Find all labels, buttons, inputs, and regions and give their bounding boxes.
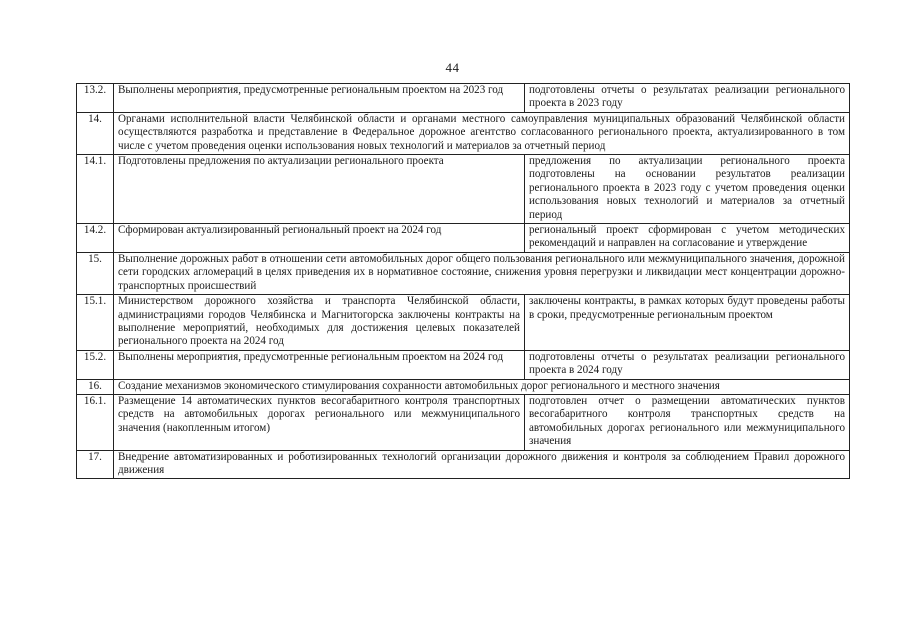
result-cell: подготовлены отчеты о результатах реализации регионального проекта в 2024 году — [525, 350, 850, 379]
section-heading-cell: Создание механизмов экономического стимулирования сохранности автомобильных дорог регионального и местного значения — [114, 379, 850, 394]
row-number: 15.2. — [77, 350, 114, 379]
table-row — [77, 394, 850, 450]
section-heading-cell: Внедрение автоматизированных и роботизированных технологий организации дорожного движения и контроля за соблюдением Правил дорожного движения — [114, 450, 850, 479]
table-row — [77, 450, 850, 479]
row-number: 13.2. — [77, 84, 114, 113]
event-cell: Выполнены мероприятия, предусмотренные региональным проектом на 2024 год — [114, 350, 525, 379]
table-row — [77, 84, 850, 113]
row-number: 14.1. — [77, 155, 114, 224]
event-cell: Выполнены мероприятия, предусмотренные региональным проектом на 2023 год — [114, 84, 525, 113]
section-heading-cell: Органами исполнительной власти Челябинской области и органами местного самоуправления муниципальных образований Челябинской области осуществляются разработка и представление в Федеральное дорожное агентство согласованного регионального проекта, актуализированного в том числе с учетом проведения оценки использования новых технологий и материалов за отчетный период — [114, 112, 850, 154]
section-heading-cell: Выполнение дорожных работ в отношении сети автомобильных дорог общего пользования регионального или межмуниципального значения, дорожной сети городских агломераций в целях приведения их в нормативное состояние, снижения уровня перегрузки и ликвидации мест концентрации дорожно-транспортных происшествий — [114, 252, 850, 294]
row-number: 14.2. — [77, 224, 114, 253]
result-cell: подготовлены отчеты о результатах реализации регионального проекта в 2023 году — [525, 84, 850, 113]
row-number: 15.1. — [77, 295, 114, 351]
table-row — [77, 295, 850, 351]
event-cell: Размещение 14 автоматических пунктов весогабаритного контроля транспортных средств на автомобильных дорогах регионального или межмуниципального значения (накопленным итогом) — [114, 394, 525, 450]
event-cell: Министерством дорожного хозяйства и транспорта Челябинской области, администрациями городов Челябинска и Магнитогорска заключены контракты на выполнение мероприятий, необходимых для достижения целевых показателей регионального проекта на 2024 год — [114, 295, 525, 351]
result-cell: заключены контракты, в рамках которых будут проведены работы в сроки, предусмотренные региональным проектом — [525, 295, 850, 351]
page-number: 44 — [445, 60, 460, 75]
row-number: 15. — [77, 252, 114, 294]
row-number: 14. — [77, 112, 114, 154]
row-number: 16. — [77, 379, 114, 394]
result-cell: предложения по актуализации регионального проекта подготовлены на основании результатов реализации регионального проекта в 2023 году с учетом проведения оценки использования новых технологий и материалов за отчетный период — [525, 155, 850, 224]
result-cell: подготовлен отчет о размещении автоматических пунктов весогабаритного контроля транспортных средств на автомобильных дорогах регионального или межмуниципального значения — [525, 394, 850, 450]
table-row — [77, 224, 850, 253]
result-cell: региональный проект сформирован с учетом методических рекомендаций и направлен на согласование и утверждение — [525, 224, 850, 253]
table-row — [77, 252, 850, 294]
row-number: 16.1. — [77, 394, 114, 450]
table-row — [77, 112, 850, 154]
event-cell: Сформирован актуализированный региональный проект на 2024 год — [114, 224, 525, 253]
table-row — [77, 350, 850, 379]
event-cell: Подготовлены предложения по актуализации регионального проекта — [114, 155, 525, 224]
table-row — [77, 379, 850, 394]
table-row — [77, 155, 850, 224]
plan-table — [76, 83, 850, 479]
row-number: 17. — [77, 450, 114, 479]
